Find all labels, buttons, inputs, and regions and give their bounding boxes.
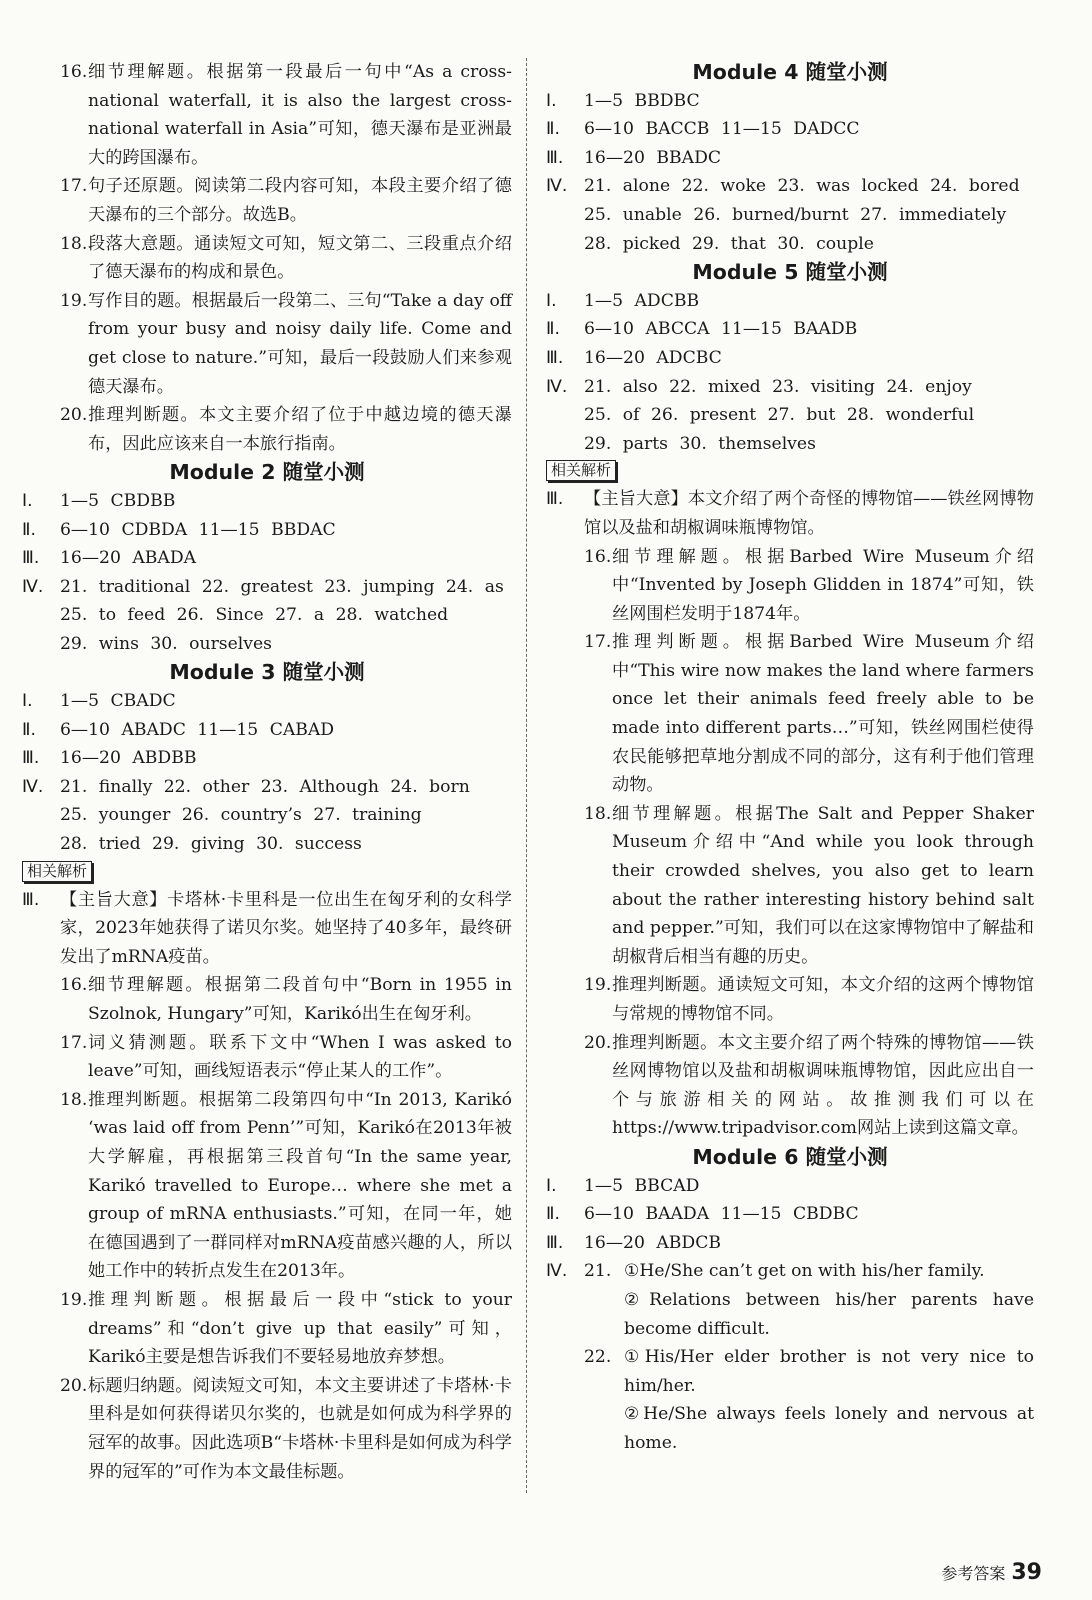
main-idea xyxy=(22,886,512,972)
question-number: 18. xyxy=(60,1089,88,1110)
left-column xyxy=(22,58,512,1486)
section-roman: Ⅲ. xyxy=(546,1232,564,1253)
question-number: 19. xyxy=(60,1289,88,1310)
section-roman: Ⅰ. xyxy=(22,490,33,511)
answer-text: 1—5 BBCAD xyxy=(584,1175,700,1196)
answer-continuation: 28. picked 29. that 30. couple xyxy=(584,233,874,254)
answer-text: 21. traditional 22. greatest 23. jumping 24. as xyxy=(60,576,504,597)
section-roman: Ⅰ. xyxy=(22,691,33,712)
item-line: ②Relations between his/her parents have become difficult. xyxy=(624,1289,1034,1339)
answer-continuation: 25. to feed 26. Since 27. a 28. watched xyxy=(60,605,449,626)
question-item xyxy=(22,58,512,172)
answer-text: 1—5 BBDBC xyxy=(584,90,700,111)
module-title: Module 5 随堂小测 xyxy=(692,260,888,285)
answer-text: 6—10 CDBDA 11—15 BBDAC xyxy=(60,519,336,540)
main-idea-text: 【主旨大意】本文介绍了两个奇怪的博物馆——铁丝网博物馆以及盐和胡椒调味瓶博物馆。 xyxy=(584,489,1034,538)
section-roman: Ⅳ. xyxy=(22,576,44,597)
question-text: 推理判断题。本文主要介绍了两个特殊的博物馆——铁丝网博物馆以及盐和胡椒调味瓶博物馆，因此应出自一个与旅游相关的网站。故推测我们可以在https://www.tripadvisor.com网站上读到这篇文章。 xyxy=(612,1032,1034,1139)
section-roman: Ⅲ. xyxy=(546,347,564,368)
answer-continuation: 25. unable 26. burned/burnt 27. immediately xyxy=(584,204,1007,225)
question-item xyxy=(22,1372,512,1486)
writing-item xyxy=(584,1343,1034,1457)
question-item xyxy=(22,1286,512,1372)
page-footer xyxy=(941,1560,1042,1585)
answer-text: 16—20 ADCBC xyxy=(584,347,722,368)
answer-row xyxy=(22,716,512,745)
answer-text: 6—10 ABCCA 11—15 BAADB xyxy=(584,319,858,340)
answer-row xyxy=(546,172,1034,201)
answer-row xyxy=(546,1172,1034,1201)
answer-row xyxy=(546,1200,1034,1229)
section-roman: Ⅰ. xyxy=(546,1175,557,1196)
item-line: ①His/Her elder brother is not very nice to him/her. xyxy=(624,1347,1034,1396)
question-text: 段落大意题。通读短文可知，短文第二、三段重点介绍了德天瀑布的构成和景色。 xyxy=(88,233,512,283)
analysis-tag: 相关解析 xyxy=(546,460,616,481)
section-roman: Ⅱ. xyxy=(22,719,36,740)
answer-text: 16—20 ABADA xyxy=(60,548,197,569)
section-roman: Ⅱ. xyxy=(22,519,36,540)
question-number: 16. xyxy=(584,546,612,567)
item-lines xyxy=(624,1257,1034,1343)
answer-row xyxy=(546,115,1034,144)
question-item xyxy=(22,1029,512,1086)
question-item xyxy=(22,1086,512,1286)
question-item xyxy=(546,543,1034,629)
section-roman: Ⅱ. xyxy=(546,1204,560,1225)
section-roman: Ⅳ. xyxy=(546,176,568,197)
module-title: Module 3 随堂小测 xyxy=(169,660,365,685)
item-line: ②He/She always feels lonely and nervous at home. xyxy=(624,1404,1034,1453)
question-item xyxy=(546,971,1034,1028)
main-idea xyxy=(546,485,1034,542)
answer-continuation: 28. tried 29. giving 30. success xyxy=(60,834,362,855)
section-roman: Ⅲ. xyxy=(546,489,564,510)
question-text: 标题归纳题。阅读短文可知，本文主要讲述了卡塔林·卡里科是如何获得诺贝尔奖的，也就是如何成为科学界的冠军的故事。因此选项B“卡塔林·卡里科是如何成为科学界的冠军的”可作为本文最佳标题。 xyxy=(88,1375,512,1482)
question-item xyxy=(546,1029,1034,1143)
module-title: Module 4 随堂小测 xyxy=(692,60,888,84)
module-title: Module 6 随堂小测 xyxy=(692,1144,888,1169)
question-number: 18. xyxy=(584,803,612,824)
answer-continuation: 25. younger 26. country’s 27. training xyxy=(60,805,422,826)
question-text: 推理判断题。通读短文可知，本文介绍的这两个博物馆与常规的博物馆不同。 xyxy=(612,975,1034,1024)
answer-continuation: 29. wins 30. ourselves xyxy=(60,633,272,654)
question-text: 词义猜测题。联系下文中“When I was asked to leave”可知，画线短语表示“停止某人的工作”。 xyxy=(88,1032,512,1082)
question-number: 18. xyxy=(60,233,88,254)
answer-text: 21. also 22. mixed 23. visiting 24. enjoy xyxy=(584,376,972,397)
answer-row xyxy=(546,315,1034,344)
section-roman: Ⅳ. xyxy=(546,376,568,397)
section-roman: Ⅲ. xyxy=(22,748,40,769)
answer-text: 6—10 ABADC 11—15 CABAD xyxy=(60,719,335,740)
answer-text: 16—20 ABDCB xyxy=(584,1232,721,1253)
question-number: 20. xyxy=(60,1375,88,1396)
question-number: 17. xyxy=(60,1032,88,1053)
answer-row xyxy=(22,744,512,773)
section-roman: Ⅲ. xyxy=(22,889,40,910)
answer-row xyxy=(546,87,1034,116)
answer-text: 6—10 BACCB 11—15 DADCC xyxy=(584,119,860,140)
question-text: 细节理解题。根据第一段最后一句中“As a cross-national waterfall, it is also the largest cross-national waterfall in Asia”可知，德天瀑布是亚洲最大的跨国瀑布。 xyxy=(88,62,512,168)
section-roman: Ⅲ. xyxy=(22,548,40,569)
section-roman: Ⅳ. xyxy=(22,776,44,797)
footer-label: 参考答案 xyxy=(941,1564,1006,1583)
answer-row xyxy=(22,687,512,716)
right-column xyxy=(546,58,1034,1458)
column-divider xyxy=(526,58,527,1493)
answer-text: 1—5 CBDBB xyxy=(60,490,176,511)
section-roman: Ⅰ. xyxy=(546,290,557,311)
question-text: 句子还原题。阅读第二段内容可知，本段主要介绍了德天瀑布的三个部分。故选B。 xyxy=(88,176,512,225)
answer-row xyxy=(546,1229,1034,1258)
main-idea-text: 【主旨大意】卡塔林·卡里科是一位出生在匈牙利的女科学家，2023年她获得了诺贝尔奖。她坚持了40多年，最终研发出了mRNA疫苗。 xyxy=(60,889,512,967)
answer-text: 16—20 ABDBB xyxy=(60,748,197,769)
question-text: 推理判断题。根据最后一段中“stick to your dreams”和“don’t give up that easily”可知，Karikó主要是想告诉我们不要轻易地放弃梦想。 xyxy=(88,1289,512,1368)
question-item xyxy=(546,800,1034,972)
question-number: 19. xyxy=(584,975,612,996)
answer-row xyxy=(546,287,1034,316)
question-text: 推理判断题。本文主要介绍了位于中越边境的德天瀑布，因此应该来自一本旅行指南。 xyxy=(88,405,512,454)
answer-row xyxy=(22,544,512,573)
item-lines xyxy=(624,1343,1034,1457)
writing-answers xyxy=(584,1257,1034,1457)
answer-row xyxy=(22,487,512,516)
question-text: 细节理解题。根据第二段首句中“Born in 1955 in Szolnok, Hungary”可知，Karikó出生在匈牙利。 xyxy=(88,975,512,1024)
question-text: 写作目的题。根据最后一段第二、三句“Take a day off from your busy and noisy daily life. Come and get close to nature.”可知，最后一段鼓励人们来参观德天瀑布。 xyxy=(88,290,512,397)
question-text: 细节理解题。根据The Salt and Pepper Shaker Museum介绍中“And while you look through their crowded shelves, you also get to learn about the rather interesting history behind salt and pepper.”可知，我们可以在这家博物馆中了解盐和胡椒背后相当有趣的历史。 xyxy=(612,803,1034,967)
section-roman: Ⅱ. xyxy=(546,119,560,140)
question-number: 16. xyxy=(60,62,88,82)
question-item xyxy=(22,401,512,458)
answer-text: 6—10 BAADA 11—15 CBDBC xyxy=(584,1204,859,1225)
answer-row xyxy=(546,1257,1034,1457)
answer-continuation: 25. of 26. present 27. but 28. wonderful xyxy=(584,405,975,426)
analysis-tag-wrap xyxy=(546,458,1034,485)
answer-text: 16—20 BBADC xyxy=(584,147,721,168)
question-number: 16. xyxy=(60,975,88,996)
answer-continuation: 29. parts 30. themselves xyxy=(584,433,816,454)
answer-row xyxy=(22,573,512,602)
question-number: 20. xyxy=(60,405,88,426)
section-roman: Ⅲ. xyxy=(546,147,564,168)
section-roman: Ⅱ. xyxy=(546,319,560,340)
analysis-tag: 相关解析 xyxy=(22,861,92,882)
section-roman: Ⅰ. xyxy=(546,90,557,111)
answer-text: 1—5 ADCBB xyxy=(584,290,700,311)
section-roman: Ⅳ. xyxy=(546,1261,568,1282)
question-item xyxy=(22,230,512,287)
page-number: 39 xyxy=(1011,1560,1042,1585)
question-item xyxy=(22,287,512,401)
item-number: 22. xyxy=(584,1347,612,1368)
question-number: 17. xyxy=(60,176,88,197)
item-number: 21. xyxy=(584,1261,612,1282)
answer-text: 21. alone 22. woke 23. was locked 24. bored xyxy=(584,176,1020,197)
analysis-tag-wrap xyxy=(22,859,512,886)
question-text: 细节理解题。根据Barbed Wire Museum介绍中“Invented by Joseph Glidden in 1874”可知，铁丝网围栏发明于1874年。 xyxy=(612,546,1034,624)
item-line: ①He/She can’t get on with his/her family. xyxy=(624,1261,985,1282)
answer-row xyxy=(22,516,512,545)
question-text: 推理判断题。根据Barbed Wire Museum介绍中“This wire now makes the land where farmers once let their animals feed freely able to be made into different parts…”可知，铁丝网围栏使得农民能够把草地分割成不同的部分，这有利于他们管理动物。 xyxy=(612,632,1034,796)
answer-row xyxy=(546,373,1034,402)
answer-row xyxy=(546,144,1034,173)
question-number: 20. xyxy=(584,1032,612,1053)
question-number: 19. xyxy=(60,290,88,311)
question-item xyxy=(546,628,1034,800)
question-item xyxy=(22,971,512,1028)
answer-text: 21. finally 22. other 23. Although 24. born xyxy=(60,776,470,797)
question-number: 17. xyxy=(584,632,612,653)
answer-row xyxy=(546,344,1034,373)
question-item xyxy=(22,172,512,229)
question-text: 推理判断题。根据第二段第四句中“In 2013, Karikó ‘was laid off from Penn’”可知，Karikó在2013年被大学解雇，再根据第三段首句“In the same year, Karikó travelled to Europe… where she met a group of mRNA enthusiasts.”可知，在同一年，她在德国遇到了一群同样对mRNA疫苗感兴趣的人，所以她工作中的转折点发生在2013年。 xyxy=(88,1089,512,1282)
answer-text: 1—5 CBADC xyxy=(60,691,176,712)
writing-item xyxy=(584,1257,1034,1343)
module-title: Module 2 随堂小测 xyxy=(169,460,365,485)
answer-row xyxy=(22,773,512,802)
